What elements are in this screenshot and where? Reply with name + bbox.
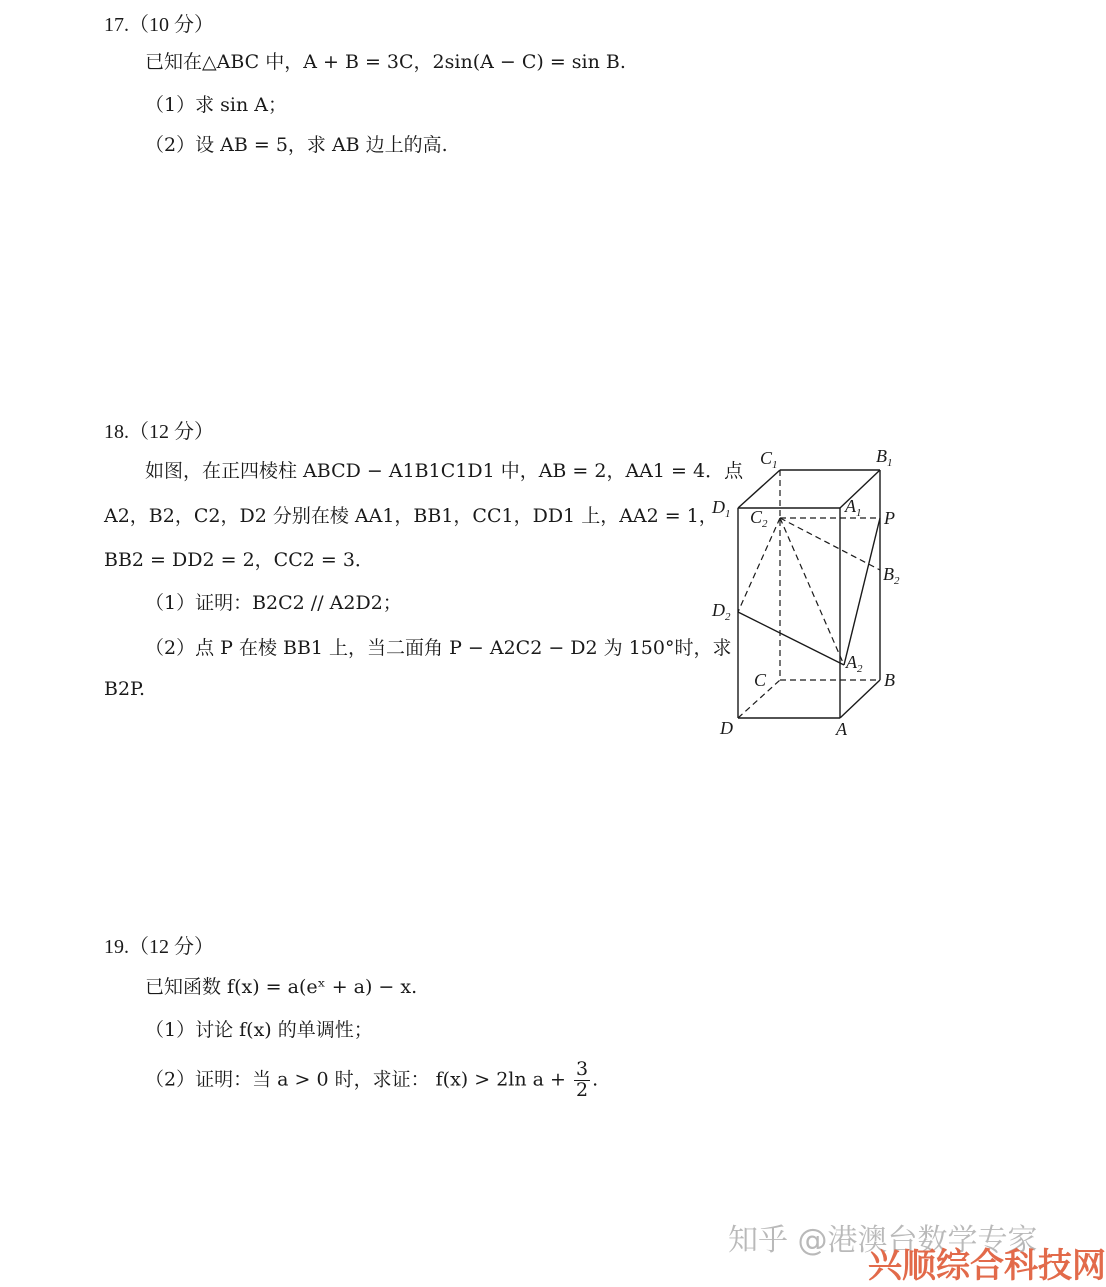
edge-a-b	[840, 680, 880, 718]
segment-c2-d2	[738, 518, 780, 612]
problem-18-header	[104, 415, 214, 444]
label-d2: $D_2$	[712, 600, 731, 623]
problem-number: 17.	[104, 14, 129, 36]
label-d: D	[720, 718, 733, 738]
problem-19-header	[104, 930, 214, 959]
problem-17-header	[104, 8, 214, 37]
problem-18-part-2: （2）点 P 在棱 BB1 上，当二面角 P − A2C2 − D2 为 150°时，求	[145, 637, 732, 659]
label-c2: $C_2$	[750, 507, 768, 530]
problem-points: （12 分）	[129, 421, 214, 443]
watermark-zhihu: 知乎 @港澳台数学专家	[728, 1223, 1038, 1258]
watermark-brand: 兴顺综合科技网	[868, 1246, 1106, 1286]
problem-18-stem-line-1: 如图，在正四棱柱 ABCD − A1B1C1D1 中，AB = 2，AA1 = 4．点	[145, 460, 744, 482]
problem-18-part-1: （1）证明：B2C2 // A2D2；	[145, 592, 402, 614]
segment-c2-a2	[780, 518, 844, 665]
problem-17-part-2: （2）设 AB = 5，求 AB 边上的高.	[145, 134, 448, 156]
label-a2: $A_2$	[846, 652, 863, 675]
problem-19-stem: 已知函数 f(x) = a(eˣ + a) − x.	[145, 976, 418, 998]
problem-17-part-1: （1）求 sin A；	[145, 94, 287, 116]
label-p: P	[884, 508, 895, 528]
prism-figure	[700, 440, 920, 740]
problem-points: （10 分）	[129, 14, 214, 36]
problem-number: 19.	[104, 936, 129, 958]
problem-18-stem-line-2: A2，B2，C2，D2 分别在棱 AA1，BB1，CC1，DD1 上，AA2 = 1，	[104, 505, 718, 527]
label-b1: $B_1$	[876, 446, 893, 469]
label-c1: $C_1$	[760, 448, 778, 471]
problem-18-part-2-cont: B2P.	[104, 678, 146, 700]
label-b2: $B_2$	[883, 564, 900, 587]
edge-d1-c1	[738, 470, 780, 508]
problem-19-part-1: （1）讨论 f(x) 的单调性；	[145, 1019, 373, 1041]
problem-17-stem: 已知在△ABC 中，A + B = 3C，2sin(A − C) = sin B.	[145, 51, 626, 73]
segment-c2-b2	[780, 518, 880, 570]
label-c: C	[754, 670, 767, 690]
label-a1: $A_1$	[845, 496, 862, 519]
problem-19-part-2: （2）证明：当 a > 0 时，求证： f(x) > 2ln a + $\frac{3}{2}$ .	[145, 1058, 599, 1101]
problem-number: 18.	[104, 421, 129, 443]
problem-points: （12 分）	[129, 936, 214, 958]
fraction-three-halves: $\frac{3}{2}$	[575, 1058, 589, 1101]
label-a: A	[836, 719, 847, 739]
segment-a2-p	[844, 518, 880, 665]
problem-18-stem-line-3: BB2 = DD2 = 2，CC2 = 3．	[104, 549, 374, 571]
label-b: B	[884, 670, 895, 690]
segment-d2-a2	[738, 612, 844, 665]
label-d1: $D_1$	[712, 497, 731, 520]
